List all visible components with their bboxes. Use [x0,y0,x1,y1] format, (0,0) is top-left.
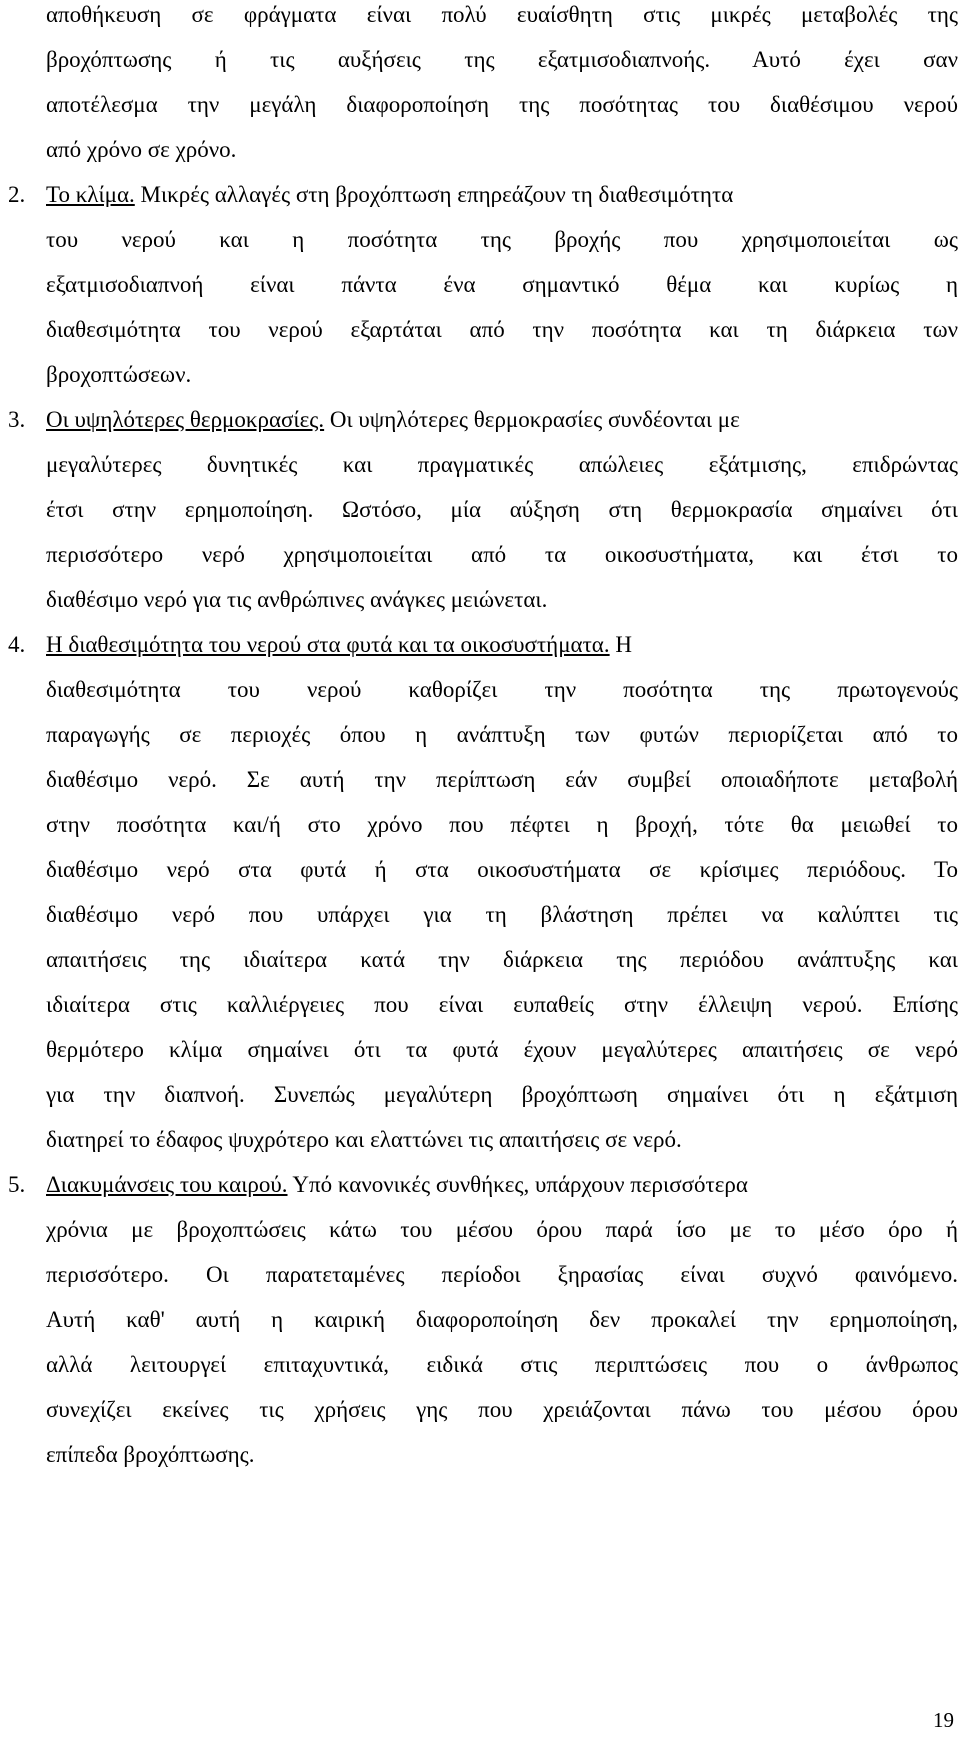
text-span: Μικρές αλλαγές στη βροχόπτωση επηρεάζουν τη διαθεσιμότητα [134,182,734,207]
text-line: διαθεσιμότητα του νερού εξαρτάται από την ποσότητα και τη διάρκεια των [46,317,958,342]
text-line: αλλά λειτουργεί επιταχυντικά, ειδικά στις περιπτώσεις που ο άνθρωπος [46,1352,958,1377]
list-number: 5. [8,1172,26,1197]
list-item-4-first-line [8,630,958,660]
list-number: 3. [8,407,26,432]
text-line: του νερού και η ποσότητα της βροχής που χρησιμοποιείται ως [46,227,958,252]
text-line: διαθέσιμο νερό που υπάρχει για τη βλάστηση πρέπει να καλύπτει τις [46,902,958,927]
text-line: βροχόπτωσης ή τις αυξήσεις της εξατμισοδιαπνοής. Αυτό έχει σαν [46,47,958,72]
text-line: έτσι στην ερημοποίηση. Ωστόσο, μία αύξηση στη θερμοκρασία σημαίνει ότι [46,497,958,522]
list-item-2-first-line [8,180,958,210]
text-line: αποθήκευση σε φράγματα είναι πολύ ευαίσθητη στις μικρές μεταβολές της [46,2,958,27]
text-line: συνεχίζει εκείνες τις χρήσεις γης που χρειάζονται πάνω του μέσου όρου [46,1397,958,1422]
list-item-3-first-line [8,405,958,435]
text-line: Αυτή καθ' αυτή η καιρική διαφοροποίηση δεν προκαλεί την ερημοποίηση, [46,1307,958,1332]
text-line: θερμότερο κλίμα σημαίνει ότι τα φυτά έχουν μεγαλύτερες απαιτήσεις σε νερό [46,1037,958,1062]
text-line: εξατμισοδιαπνοή είναι πάντα ένα σημαντικό θέμα και κυρίως η [46,272,958,297]
text-line: παραγωγής σε περιοχές όπου η ανάπτυξη των φυτών περιορίζεται από το [46,722,958,747]
text-line: διαθέσιμο νερό στα φυτά ή στα οικοσυστήματα σε κρίσιμες περιόδους. Το [46,857,958,882]
text-line: από χρόνο σε χρόνο. [46,137,237,162]
text-line: απαιτήσεις της ιδιαίτερα κατά την διάρκεια της περιόδου ανάπτυξης και [46,947,958,972]
text-line: διαθέσιμο νερό. Σε αυτή την περίπτωση εάν συμβεί οποιαδήποτε μεταβολή [46,767,958,792]
text-line: διαθεσιμότητα του νερού καθορίζει την ποσότητα της πρωτογενούς [46,677,958,702]
text-line: περισσότερο νερό χρησιμοποιείται από τα οικοσυστήματα, και έτσι το [46,542,958,567]
text-line: διαθέσιμο νερό για τις ανθρώπινες ανάγκες μειώνεται. [46,587,548,612]
list-number: 4. [8,632,26,657]
text-line: χρόνια με βροχοπτώσεις κάτω του μέσου όρου παρά ίσο με το μέσο όρο ή [46,1217,958,1242]
text-line: βροχοπτώσεων. [46,362,192,387]
text-line: αποτέλεσμα την μεγάλη διαφοροποίηση της ποσότητας του διαθέσιμου νερού [46,92,958,117]
text-line: επίπεδα βροχόπτωσης. [46,1442,255,1467]
text-line: στην ποσότητα και/ή στο χρόνο που πέφτει η βροχή, τότε θα μειωθεί το [46,812,958,837]
list-heading: Οι υψηλότερες θερμοκρασίες. [46,407,325,432]
list-heading: Το κλίμα. [46,182,135,207]
list-heading: Η διαθεσιμότητα του νερού στα φυτά και τα οικοσυστήματα. [46,632,610,657]
text-span: Η [609,632,632,657]
text-line: διατηρεί το έδαφος ψυχρότερο και ελαττώνει τις απαιτήσεις σε νερό. [46,1127,682,1152]
text-line: μεγαλύτερες δυνητικές και πραγματικές απώλειες εξάτμισης, επιδρώντας [46,452,958,477]
text-line: ιδιαίτερα στις καλλιέργειες που είναι ευπαθείς στην έλλειψη νερού. Επίσης [46,992,958,1017]
page-number: 19 [933,1708,954,1732]
text-span: Οι υψηλότερες θερμοκρασίες συνδέονται με [324,407,740,432]
list-number: 2. [8,182,26,207]
text-line: περισσότερο. Οι παρατεταμένες περίοδοι ξηρασίας είναι συχνό φαινόμενο. [46,1262,958,1287]
list-heading: Διακυμάνσεις του καιρού. [46,1172,288,1197]
text-line: για την διαπνοή. Συνεπώς μεγαλύτερη βροχόπτωση σημαίνει ότι η εξάτμιση [46,1082,958,1107]
text-span: Υπό κανονικές συνθήκες, υπάρχουν περισσότερα [287,1172,748,1197]
list-item-5-first-line [8,1170,958,1200]
